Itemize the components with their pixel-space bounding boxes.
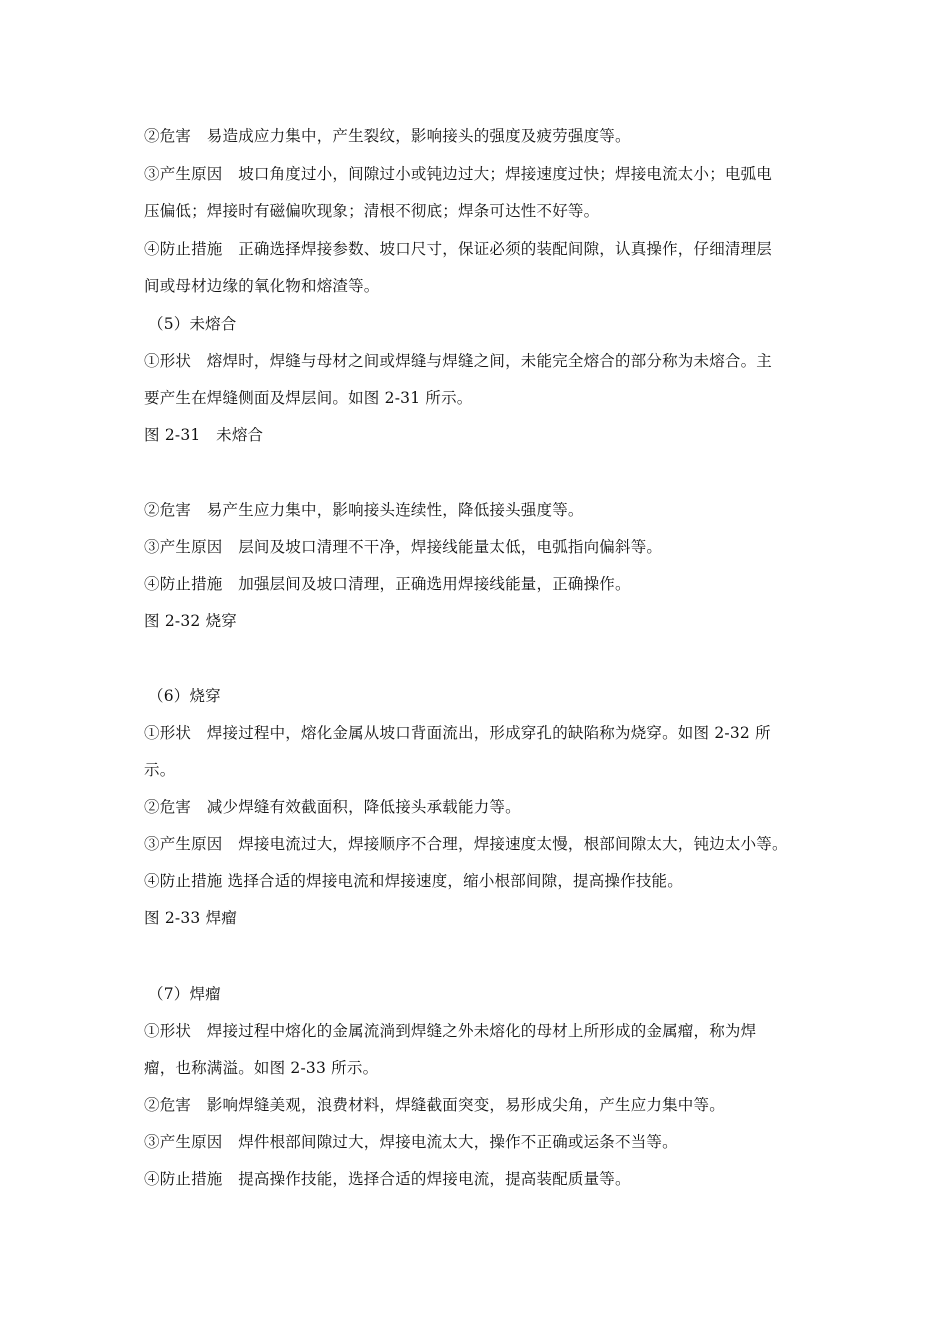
text-line-hazard-1: ②危害 易造成应力集中，产生裂纹，影响接头的强度及疲劳强度等。 [144,127,631,145]
text-line-prevention-1b: 间或母材边缘的氧化物和熔渣等。 [144,277,380,295]
text-line-shape-5b: 要产生在焊缝侧面及焊层间。如图 2-31 所示。 [144,389,473,407]
text-line-cause-1a: ③产生原因 坡口角度过小，间隙过小或钝边过大；焊接速度过快；焊接电流太小；电弧电 [144,165,773,183]
section-heading-7: （7）焊瘤 [148,985,221,1003]
text-line-shape-6a: ①形状 焊接过程中，熔化金属从坡口背面流出，形成穿孔的缺陷称为烧穿。如图 2-32 所 [144,724,771,742]
section-heading-5: （5）未熔合 [148,315,237,333]
figure-caption-2-32: 图 2-32 烧穿 [144,612,237,630]
text-line-prevention-6: ④防止措施 选择合适的焊接电流和焊接速度，缩小根部间隙，提高操作技能。 [144,872,683,890]
text-line-cause-6: ③产生原因 焊接电流过大，焊接顺序不合理，焊接速度太慢，根部间隙太大，钝边太小等。 [144,835,788,853]
text-line-shape-7b: 瘤，也称满溢。如图 2-33 所示。 [144,1059,379,1077]
text-line-hazard-5: ②危害 易产生应力集中，影响接头连续性，降低接头强度等。 [144,501,584,519]
text-line-prevention-7: ④防止措施 提高操作技能，选择合适的焊接电流，提高装配质量等。 [144,1170,631,1188]
text-line-prevention-1a: ④防止措施 正确选择焊接参数、坡口尺寸，保证必须的装配间隙，认真操作，仔细清理层 [144,240,773,258]
text-line-cause-5: ③产生原因 层间及坡口清理不干净，焊接线能量太低，电弧指向偏斜等。 [144,538,663,556]
figure-caption-2-33: 图 2-33 焊瘤 [144,909,237,927]
text-line-shape-6b: 示。 [144,761,176,779]
section-heading-6: （6）烧穿 [148,687,221,705]
text-line-prevention-5: ④防止措施 加强层间及坡口清理，正确选用焊接线能量，正确操作。 [144,575,631,593]
text-line-hazard-7: ②危害 影响焊缝美观，浪费材料，焊缝截面突变，易形成尖角，产生应力集中等。 [144,1096,725,1114]
text-line-hazard-6: ②危害 减少焊缝有效截面积，降低接头承载能力等。 [144,798,521,816]
text-line-shape-7a: ①形状 焊接过程中熔化的金属流淌到焊缝之外未熔化的母材上所形成的金属瘤，称为焊 [144,1022,757,1040]
text-line-cause-1b: 压偏低；焊接时有磁偏吹现象；清根不彻底；焊条可达性不好等。 [144,202,600,220]
text-line-shape-5a: ①形状 熔焊时，焊缝与母材之间或焊缝与焊缝之间，未能完全熔合的部分称为未熔合。主 [144,352,773,370]
text-line-cause-7: ③产生原因 焊件根部间隙过大，焊接电流太大，操作不正确或运条不当等。 [144,1133,678,1151]
figure-caption-2-31: 图 2-31 未熔合 [144,426,264,444]
